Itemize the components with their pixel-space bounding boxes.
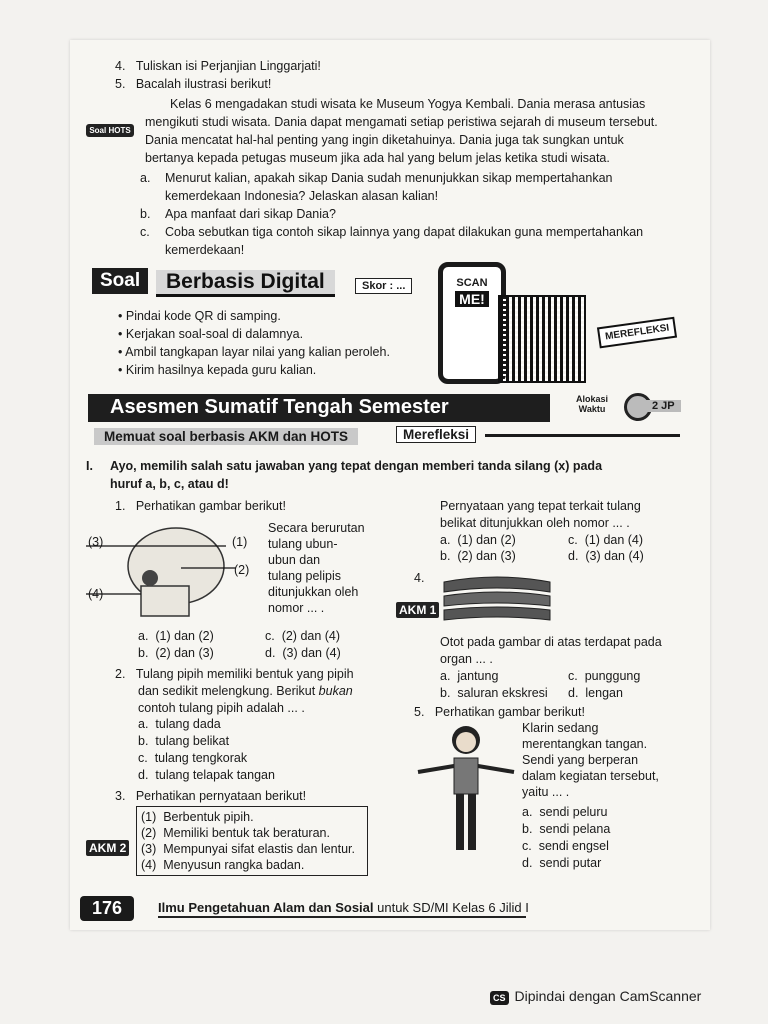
option[interactable]: d. tulang telapak tangan: [138, 768, 275, 782]
q2-stem: 2. Tulang pipih memiliki bentuk yang pipih: [115, 667, 354, 681]
footer-title: Ilmu Pengetahuan Alam dan Sosial untuk SD/MI Kelas 6 Jilid I: [158, 900, 529, 915]
merefleksi-stamp: MEREFLEKSI: [597, 317, 678, 349]
q5-side-line: Klarin sedang: [522, 721, 599, 735]
q5-stem: 5. Perhatikan gambar berikut!: [414, 705, 585, 719]
option[interactable]: b. saluran ekskresi: [440, 686, 548, 700]
option[interactable]: a. tulang dada: [138, 717, 221, 731]
header-rule: [485, 434, 680, 437]
scan-label: SCAN: [456, 277, 488, 289]
sub-text: kemerdekaan Indonesia? Jelaskan alasan kalian!: [165, 189, 439, 203]
bullet-item: • Kerjakan soal-soal di dalamnya.: [118, 327, 304, 341]
q1-stem: 1. Perhatikan gambar berikut!: [115, 499, 286, 513]
statement: (3) Mempunyai sifat elastis dan lentur.: [141, 842, 355, 856]
story-line: Dania mencatat hal-hal penting yang ingin diketahuinya. Dania juga tak sungkan untuk: [145, 133, 624, 147]
bullet-text: Pindai kode QR di samping.: [125, 309, 281, 323]
option[interactable]: b. (2) dan (3): [440, 549, 516, 563]
q1-side-line: ubun dan: [268, 553, 321, 567]
skor-box: Skor : ...: [355, 278, 412, 294]
story-line: bertanya kepada petugas museum jika ada hal yang belum jelas ketika studi wisata.: [145, 151, 610, 165]
q5-side-line: dalam kegiatan tersebut,: [522, 769, 659, 783]
q2-stem: dan sedikit melengkung. Berikut bukan: [138, 684, 353, 698]
camscanner-logo: CS: [490, 991, 509, 1005]
option[interactable]: d. lengan: [568, 686, 623, 700]
q4-stem: Otot pada gambar di atas terdapat pada: [440, 635, 662, 649]
sub-text: kemerdekaan!: [165, 243, 245, 257]
jp-badge: 2 JP: [646, 400, 681, 412]
memuat-label: Memuat soal berbasis AKM dan HOTS: [94, 428, 358, 445]
q2-stem: contoh tulang pipih adalah ... .: [138, 701, 305, 715]
q3-stem: 3. Perhatikan pernyataan berikut!: [115, 789, 307, 803]
muscle-illustration: [442, 572, 552, 628]
alokasi-waktu: [576, 394, 608, 414]
skull-label: (1): [232, 535, 248, 549]
berbasis-digital-title: Berbasis Digital: [156, 270, 335, 297]
option[interactable]: c. tulang tengkorak: [138, 751, 248, 765]
option[interactable]: b. (2) dan (3): [138, 646, 214, 660]
question-4-essay: 4. Tuliskan isi Perjanjian Linggarjati!: [115, 59, 321, 73]
sub-label: a.: [140, 171, 151, 185]
alokasi-label: Alokasi: [576, 394, 609, 404]
asesmen-title: Asesmen Sumatif Tengah Semester: [110, 396, 449, 418]
page-number: 176: [80, 896, 134, 921]
statement: (1) Berbentuk pipih.: [141, 810, 254, 824]
question-5-essay: 5. Bacalah ilustrasi berikut!: [115, 77, 272, 91]
section-instruction: Ayo, memilih salah satu jawaban yang tepat dengan memberi tanda silang (x) pada: [110, 459, 603, 473]
sub-text: Coba sebutkan tiga contoh sikap lainnya yang dapat dilakukan guna mempertahankan: [165, 225, 644, 239]
option[interactable]: a. jantung: [440, 669, 499, 683]
option[interactable]: b. sendi pelana: [522, 822, 611, 836]
option[interactable]: c. (2) dan (4): [265, 629, 341, 643]
q5-side-line: merentangkan tangan.: [522, 737, 648, 751]
story-line: Kelas 6 mengadakan studi wisata ke Museum Yogya Kembali. Dania merasa antusias: [170, 97, 646, 111]
q1-side-text: [268, 520, 365, 616]
footer-rule: [158, 916, 526, 918]
girl-illustration: [416, 720, 516, 870]
section-number: I.: [86, 459, 93, 473]
bullet-item: • Ambil tangkapan layar nilai yang kalian peroleh.: [118, 345, 390, 359]
q1-side-line: tulang pelipis: [268, 569, 341, 583]
option[interactable]: c. sendi engsel: [522, 839, 609, 853]
bullet-text: Kerjakan soal-soal di dalamnya.: [125, 327, 304, 341]
option[interactable]: a. (1) dan (2): [138, 629, 214, 643]
book-page: [70, 40, 710, 930]
bullet-text: Kirim hasilnya kepada guru kalian.: [125, 363, 317, 377]
option[interactable]: d. sendi putar: [522, 856, 602, 870]
soal-label: Soal: [92, 268, 148, 294]
sub-label: c.: [140, 225, 150, 239]
q3-cont: belikat ditunjukkan oleh nomor ... .: [440, 516, 630, 530]
merefleksi-tag: Merefleksi: [396, 426, 476, 443]
q3-statement-box: [136, 806, 368, 876]
option[interactable]: a. (1) dan (2): [440, 533, 516, 547]
option[interactable]: c. (1) dan (4): [568, 533, 644, 547]
sub-text: Menurut kalian, apakah sikap Dania sudah menunjukkan sikap mempertahankan: [165, 171, 613, 185]
section-instruction: huruf a, b, c, atau d!: [110, 477, 229, 491]
statement: (4) Menyusun rangka badan.: [141, 858, 305, 872]
skull-label: (4): [88, 587, 104, 601]
bullet-text: Ambil tangkapan layar nilai yang kalian peroleh.: [125, 345, 390, 359]
q1-side-line: tulang ubun-: [268, 537, 338, 551]
option[interactable]: a. sendi peluru: [522, 805, 608, 819]
story-line: mengikuti studi wisata. Dania dapat mengamati setiap peristiwa sejarah di museum tersebut.: [145, 115, 658, 129]
q3-cont: Pernyataan yang tepat terkait tulang: [440, 499, 641, 513]
qr-code[interactable]: [498, 295, 586, 383]
waktu-label: Waktu: [578, 404, 606, 414]
skull-label: (2): [234, 563, 250, 577]
sub-label: b.: [140, 207, 151, 221]
q5-side-line: Sendi yang berperan: [522, 753, 639, 767]
akm2-badge: AKM 2: [86, 840, 129, 856]
option[interactable]: d. (3) dan (4): [265, 646, 341, 660]
q4-number: 4.: [414, 571, 425, 585]
q1-side-line: ditunjukkan oleh: [268, 585, 359, 599]
q1-side-line: Secara berurutan: [268, 521, 365, 535]
me-label: ME!: [455, 291, 489, 307]
q5-side-text: [522, 720, 659, 800]
phone-icon: [438, 262, 506, 384]
option[interactable]: d. (3) dan (4): [568, 549, 644, 563]
camscanner-text: Dipindai dengan CamScanner: [514, 988, 702, 1004]
option[interactable]: b. tulang belikat: [138, 734, 230, 748]
q4-stem: organ ... .: [440, 652, 493, 666]
q1-side-line: nomor ... .: [268, 601, 325, 615]
bullet-item: • Pindai kode QR di samping.: [118, 309, 281, 323]
bullet-item: • Kirim hasilnya kepada guru kalian.: [118, 363, 317, 377]
q5-side-line: yaitu ... .: [522, 785, 570, 799]
sub-text: Apa manfaat dari sikap Dania?: [165, 207, 336, 221]
digital-instructions: [100, 308, 420, 378]
akm1-badge: AKM 1: [396, 602, 439, 618]
statement: (2) Memiliki bentuk tak beraturan.: [141, 826, 330, 840]
hots-badge: Soal HOTS: [86, 124, 134, 137]
option[interactable]: c. punggung: [568, 669, 641, 683]
skull-label: (3): [88, 535, 104, 549]
camscanner-watermark: [490, 988, 701, 1004]
